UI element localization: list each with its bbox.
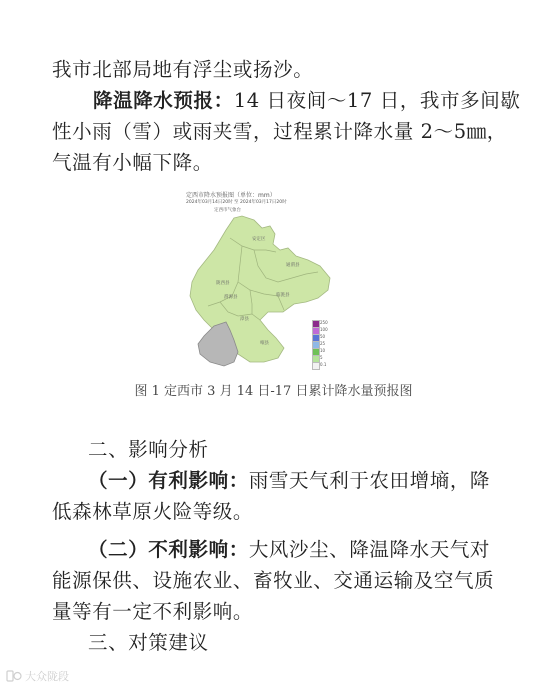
unfavorable-impact-line-1 (88, 536, 490, 564)
section-3-heading: 三、对策建议 (88, 631, 209, 654)
legend-label: 50 (320, 334, 326, 339)
legend-label: 250 (320, 320, 328, 325)
watermark (6, 668, 69, 684)
region-label: 临洮县 (276, 293, 290, 298)
unfavorable-impact-label: （二）不利影响： (88, 538, 249, 561)
legend-label: 100 (320, 327, 328, 332)
unfavorable-impact-line-3: 量等有一定不利影响。 (52, 600, 254, 623)
region-label: 岷县 (260, 341, 269, 346)
legend-swatch (312, 362, 320, 370)
map-title: 定西市降水预报图（单位：mm） (186, 192, 276, 199)
section-2-heading: 二、影响分析 (88, 438, 209, 461)
legend-label: 0.1 (320, 362, 327, 367)
favorable-impact-line-2: 低森林草原火险等级。 (52, 500, 254, 523)
favorable-impact-label: （一）有利影响： (88, 469, 249, 492)
map-subtitle: 2024年03月14日20时 至 2024年03月17日20时 (186, 200, 287, 205)
region-label: 渭源县 (224, 295, 238, 300)
region-label: 陇西县 (216, 281, 230, 286)
region-label: 安定区 (252, 237, 266, 242)
favorable-impact-text-1: 雨雪天气利于农田增墒，降 (248, 469, 491, 492)
precipitation-forecast-map (168, 186, 354, 382)
precip-forecast-text-1: 14 日夜间～17 日，我市多间歇 (233, 89, 521, 112)
unfavorable-impact-text-1: 大风沙尘、降温降水天气对 (248, 538, 491, 561)
legend-label: 10 (320, 348, 326, 353)
paragraph-dust-line: 我市北部局地有浮尘或扬沙。 (52, 58, 314, 81)
precip-forecast-line-1 (93, 87, 520, 115)
precip-forecast-line-3: 气温有小幅下降。 (52, 151, 213, 174)
region-label: 漳县 (240, 317, 249, 322)
precip-forecast-line-2: 性小雨（雪）或雨夹雪，过程累计降水量 2～5㎜， (52, 120, 507, 143)
map-source: 定西市气象台 (214, 208, 241, 213)
figure-caption: 图 1 定西市 3 月 14 日-17 日累计降水量预报图 (134, 384, 413, 399)
legend-label: 25 (320, 341, 326, 346)
map-svg (168, 186, 354, 382)
region-label: 通渭县 (286, 263, 300, 268)
platform-logo-icon (6, 669, 22, 683)
unfavorable-impact-line-2: 能源保供、设施农业、畜牧业、交通运输及空气质 (52, 569, 495, 592)
legend-label: 5 (320, 355, 323, 360)
precip-forecast-heading: 降温降水预报： (93, 89, 234, 112)
favorable-impact-line-1 (88, 467, 490, 495)
watermark-text: 大众陇段 (25, 670, 69, 683)
